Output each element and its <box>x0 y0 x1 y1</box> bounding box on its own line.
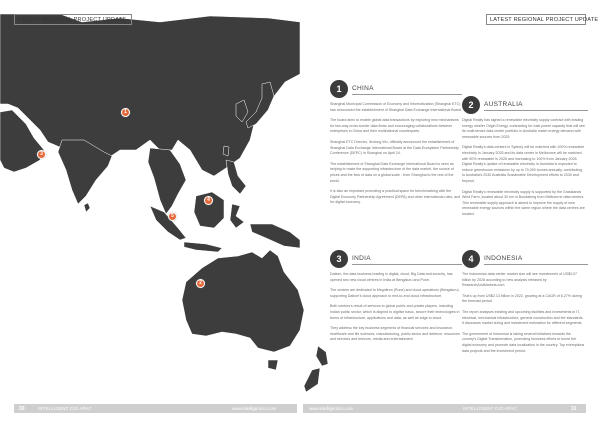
map-marker-india: 3 <box>37 150 46 159</box>
section-title: INDIA <box>352 255 371 262</box>
section-title: AUSTRALIA <box>484 101 523 108</box>
sulawesi-shape <box>230 204 244 228</box>
new-zealand-shape <box>304 346 328 392</box>
paragraph: It is also an important promoting a practical space for benchmarking with the Digital Economy Partnership Agreement (DEPA) and other international rules, and for digital economy. <box>330 189 461 205</box>
paragraph: That's up from US$2.13 billion in 2022, growing at a CAGR of 6.27% during the forecast period. <box>462 293 582 304</box>
section-number: 2 <box>462 96 480 114</box>
paragraph: The report analyses existing and upcoming facilities and investments in IT, electrical, mechanical infrastructure, general construction and tier standards. It discusses market sizing and investment estimation for different segments. <box>462 309 584 326</box>
map-marker-china: 1 <box>121 108 130 117</box>
australia-shape <box>182 250 304 352</box>
map-marker-extra: 4 <box>204 196 213 205</box>
section-title: CHINA <box>352 85 374 92</box>
footer-left <box>14 404 297 413</box>
map-marker-australia: 2 <box>196 279 205 288</box>
sri-lanka-shape <box>84 203 90 212</box>
paragraph: The centres are dedicated to Megnitron (Pune) and cloud operations (Bengaluru) supporting Datium's cloud approach to end-to-end cloud infrastructure. <box>330 288 459 298</box>
paragraph: Digital Realty's data centers in Sydney will be matched with 100% renewable electricity in January 2025 and its data center in Melbourne will be matched with 50% renewable in 2026 and increasing to 100% from January 2028. Digital Realty's uptake of renewable electricity in Australia is expected to reduce greenhouse emissions by up to 70,000 tonnes annually, contributing to Australia's 2030 Australia Sustainable Development efforts to 2030 and beyond. <box>462 145 585 183</box>
paragraph: Shanghai ETC Director, Jindong Wu, officially announced the establishment of Shanghai Data Exchange International Board at the Data Ecosystem Partnership Conference (DEPC) in Shanghai on April 24. <box>330 139 459 156</box>
section-divider <box>352 264 462 265</box>
philippines-shape <box>226 160 246 194</box>
section-number: 1 <box>330 80 348 98</box>
paragraph: Datium, the data business leading in digital, cloud, Big Data and security, has opened two new cloud centres in India at Bengaluru and Pune. <box>330 272 453 282</box>
footer-right <box>303 404 586 413</box>
southeast-asia-shape <box>148 148 186 214</box>
footer-brand-left: INTELLIGENT CIO APAC <box>38 406 92 411</box>
paragraph: The government of Indonesia is taking several initiatives towards the country's Digital Transformation, promoting business efforts to boost the digital economy and promote data localization in the country. Top exemptions data projects and the investment period. <box>462 331 585 353</box>
paragraph: The board aims to enable global data transactions by exploring new mechanisms for two-way cross-border data flows and encouraging collaborations between enterprises in China and their multinational counterparts. <box>330 118 459 134</box>
paragraph: Both centres's result of services to global public and private players, including Indian public sector, which is aligned to digitise basic, secure their technologies in terms of infrastructure, applications and data, as well as edge to cloud. <box>330 304 460 320</box>
section-divider <box>484 110 588 111</box>
section-title: INDONESIA <box>484 255 523 262</box>
section-divider <box>352 94 462 95</box>
paragraph: The establishment of Shanghai Data Exchange International Board is seen as helping to make the supporting infrastructure of the data market, the source of prices and the flow of data on a global scale - from Shanghai to the rest of the world. <box>330 161 454 183</box>
new-guinea-shape <box>250 224 300 248</box>
java-shape <box>184 242 222 252</box>
page-number-left: 30 <box>19 405 25 412</box>
section-number: 3 <box>330 250 348 268</box>
paragraph: Digital Realty has signed a renewable electricity supply contract with leading energy retailer Origin Energy, contracting for total power capacity that will see its multi-tenant data center portfolio in Australia match energy demand with renewable sources from 2025. <box>462 118 585 139</box>
tasmania-shape <box>268 360 278 370</box>
page-header-right: LATEST REGIONAL PROJECT UPDATE <box>486 14 586 25</box>
footer-url-right: www.intelligentcio.com <box>309 406 354 411</box>
paragraph: The Indonesian data center market size will see investments of US$3.07 billion by 2028 according to new analysis released by ResearchAndMarkets.com. <box>462 272 578 288</box>
section-divider <box>484 264 588 265</box>
paragraph: They address the key business segments of financial services and insurance, healthcare and life sciences, manufacturing, public sector and defence, resources and services and telecom, media and entertainment. <box>330 326 460 342</box>
paragraph: Shanghai Municipal Commission of Economy and Informatization (Shanghai ETC) has announced the establishment of Shanghai Data Exchange International Board. <box>330 102 462 112</box>
paragraph: Digital Realty's renewable electricity supply is supported by the Grasslands Wind Farm, located about 30 km in Bundaberg from Melbourne data centers. This renewable supply approach is aimed to improve the supply of new renewable energy sources within the same region where the data centres are located. <box>462 189 585 216</box>
footer-brand-right: INTELLIGENT CIO APAC <box>463 406 517 411</box>
page-number-right: 31 <box>571 405 577 412</box>
map-marker-indonesia: 5 <box>168 212 177 221</box>
page-header-left: LATEST REGIONAL PROJECT UPDATE <box>14 14 132 25</box>
footer-url-left: www.intelligentcio.com <box>232 406 277 411</box>
taiwan-shape <box>223 146 229 156</box>
section-number: 4 <box>462 250 480 268</box>
